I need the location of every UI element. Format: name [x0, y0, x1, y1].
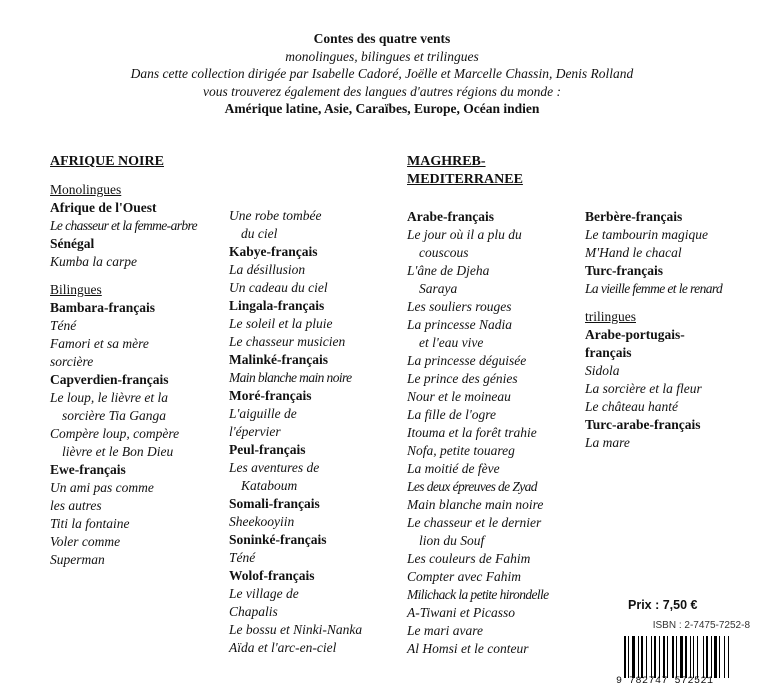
book-title: Nour et le moineau [407, 389, 511, 404]
barcode-bar [632, 636, 635, 678]
language-heading: Sénégal [50, 236, 95, 251]
spacer [50, 171, 197, 181]
book-title: couscous [419, 245, 469, 260]
book-title: Famori et sa mère [50, 336, 149, 351]
barcode-bar [719, 636, 720, 678]
book-title: Titi la fontaine [50, 516, 130, 531]
book-title: Les souliers rouges [407, 299, 512, 314]
barcode-bar [646, 636, 647, 678]
subsection-heading: Bilingues [50, 282, 102, 297]
book-title: La princesse Nadia [407, 317, 513, 332]
book-title: Le village de [229, 586, 299, 601]
language-heading: Kabye-français [229, 244, 318, 259]
barcode-bar [659, 636, 660, 678]
language-heading: Wolof-français [229, 568, 315, 583]
book-title: Main blanche main noire [407, 497, 544, 512]
barcode-bar [724, 636, 725, 678]
language-heading: Moré-français [229, 388, 312, 403]
barcode-bar [693, 636, 694, 678]
collection-editors: Dans cette collection dirigée par Isabelle Cadoré, Joëlle et Marcelle Chassin, Denis Rolland [130, 66, 634, 81]
barcode-bar [638, 636, 639, 678]
barcode-bars [624, 636, 750, 678]
book-title: lièvre et le Bon Dieu [62, 444, 174, 459]
book-title: Compère loup, compère [50, 426, 180, 441]
barcode-bar [714, 636, 717, 678]
book-title: Voler comme [50, 534, 121, 549]
barcode-number: 9 782747 572521 [616, 676, 714, 687]
collection-title: Contes des quatre vents [313, 31, 451, 46]
language-heading: Bambara-français [50, 300, 155, 315]
barcode-bar [711, 636, 712, 678]
column-maghreb-2 [585, 208, 722, 452]
barcode-bar [667, 636, 668, 678]
section-heading: AFRIQUE NOIRE [50, 154, 164, 169]
book-title: Al Homsi et le conteur [407, 641, 529, 656]
language-heading: Soninké-français [229, 532, 327, 547]
book-title: Les aventures de [229, 460, 320, 475]
book-title: L'aiguille de [229, 406, 297, 421]
book-title: lion du Souf [419, 533, 485, 548]
book-title: Saraya [419, 281, 458, 296]
language-heading: Turc-français [585, 263, 664, 278]
barcode-bar [706, 636, 708, 678]
language-heading: Berbère-français [585, 209, 683, 224]
book-title: Kataboum [241, 478, 298, 493]
book-title: La princesse déguisée [407, 353, 527, 368]
book-title: A-Tiwani et Picasso [407, 605, 515, 620]
book-title: Les deux épreuves de Zyad [407, 479, 537, 494]
book-title: La moitié de fève [407, 461, 500, 476]
collection-header [0, 30, 764, 118]
section-heading-maghreb-2: MEDITERRANEE [407, 172, 523, 187]
book-title: Téné [50, 318, 77, 333]
barcode-bar [697, 636, 698, 678]
isbn-label: ISBN : 2-7475-7252-8 [652, 620, 750, 631]
book-title: du ciel [241, 226, 278, 241]
book-title: Le mari avare [407, 623, 483, 638]
book-title: M'Hand le chacal [585, 245, 682, 260]
book-title: Le chasseur et le dernier [407, 515, 542, 530]
barcode-bar [624, 636, 626, 678]
collection-subtitle: monolingues, bilingues et trilingues [285, 48, 479, 64]
spacer [50, 271, 197, 281]
spacer [585, 298, 722, 308]
book-title: Le château hanté [585, 399, 678, 414]
collection-regions: Amérique latine, Asie, Caraïbes, Europe, Océan indien [224, 101, 540, 116]
book-title: Un cadeau du ciel [229, 280, 328, 295]
book-title: La mare [585, 435, 630, 450]
subsection-heading: Monolingues [50, 182, 122, 197]
book-title: sorcière Tia Ganga [62, 408, 166, 423]
barcode-bar [680, 636, 683, 678]
barcode-bar [703, 636, 704, 678]
book-title: Sheekooyiin [229, 514, 295, 529]
book-title: Les couleurs de Fahim [407, 551, 531, 566]
book-title: Un ami pas comme [50, 480, 154, 495]
language-heading: Malinké-français [229, 352, 328, 367]
barcode-bar [728, 636, 729, 678]
barcode-bar [663, 636, 665, 678]
book-title: Le loup, le lièvre et la [50, 390, 168, 405]
maghreb-first-language [407, 208, 494, 226]
book-title: Le prince des génies [407, 371, 518, 386]
book-title: L'âne de Djeha [407, 263, 490, 278]
book-title: Le chasseur musicien [229, 334, 346, 349]
price-label: Prix : 7,50 € [628, 598, 698, 612]
subsection-heading: trilingues [585, 309, 636, 324]
barcode-bar [641, 636, 643, 678]
column-maghreb-1 [407, 226, 549, 658]
book-title: Le tambourin magique [585, 227, 708, 242]
book-title: Itouma et la forêt trahie [407, 425, 537, 440]
book-title: Sidola [585, 363, 620, 378]
book-title: Nofa, petite touareg [407, 443, 515, 458]
book-title: Le soleil et la pluie [229, 316, 333, 331]
language-heading: Somali-français [229, 496, 320, 511]
language-heading: Afrique de l'Ouest [50, 200, 157, 215]
barcode-bar [654, 636, 656, 678]
book-title: Chapalis [229, 604, 278, 619]
barcode [616, 636, 754, 688]
book-title: Compter avec Fahim [407, 569, 521, 584]
language-heading: Arabe-français [407, 209, 494, 224]
book-title: Le chasseur et la femme-arbre [50, 218, 198, 233]
language-heading: Arabe-portugais- [585, 327, 685, 342]
book-title: Milichack la petite hirondelle [407, 587, 549, 602]
book-title: Superman [50, 552, 105, 567]
book-title: Téné [229, 550, 256, 565]
book-title: Aïda et l'arc-en-ciel [229, 640, 337, 655]
barcode-bar [676, 636, 677, 678]
book-title: Le bossu et Ninki-Nanka [229, 622, 363, 637]
book-title: l'épervier [229, 424, 281, 439]
maghreb-heading-block [407, 153, 523, 189]
book-title: Le jour où il a plu du [407, 227, 522, 242]
book-title: La sorcière et la fleur [585, 381, 702, 396]
language-heading: Ewe-français [50, 462, 126, 477]
language-heading: français [585, 345, 632, 360]
column-afrique-1 [50, 153, 197, 569]
collection-note: vous trouverez également des langues d'autres régions du monde : [203, 83, 561, 99]
book-title: La désillusion [229, 262, 306, 277]
barcode-bar [651, 636, 652, 678]
barcode-bar [685, 636, 687, 678]
language-heading: Capverdien-français [50, 372, 169, 387]
book-title: sorcière [50, 354, 94, 369]
book-title: Kumba la carpe [50, 254, 137, 269]
barcode-bar [690, 636, 691, 678]
book-title: La fille de l'ogre [407, 407, 497, 422]
column-afrique-2 [229, 207, 362, 657]
book-title: Main blanche main noire [229, 370, 352, 385]
section-heading-maghreb-1: MAGHREB- [407, 154, 486, 169]
book-title: La vieille femme et le renard [585, 281, 723, 296]
book-title: et l'eau vive [419, 335, 484, 350]
barcode-bar [672, 636, 674, 678]
barcode-bar [628, 636, 629, 678]
language-heading: Peul-français [229, 442, 306, 457]
language-heading: Turc-arabe-français [585, 417, 701, 432]
book-title: les autres [50, 498, 102, 513]
language-heading: Lingala-français [229, 298, 325, 313]
book-title: Une robe tombée [229, 208, 322, 223]
